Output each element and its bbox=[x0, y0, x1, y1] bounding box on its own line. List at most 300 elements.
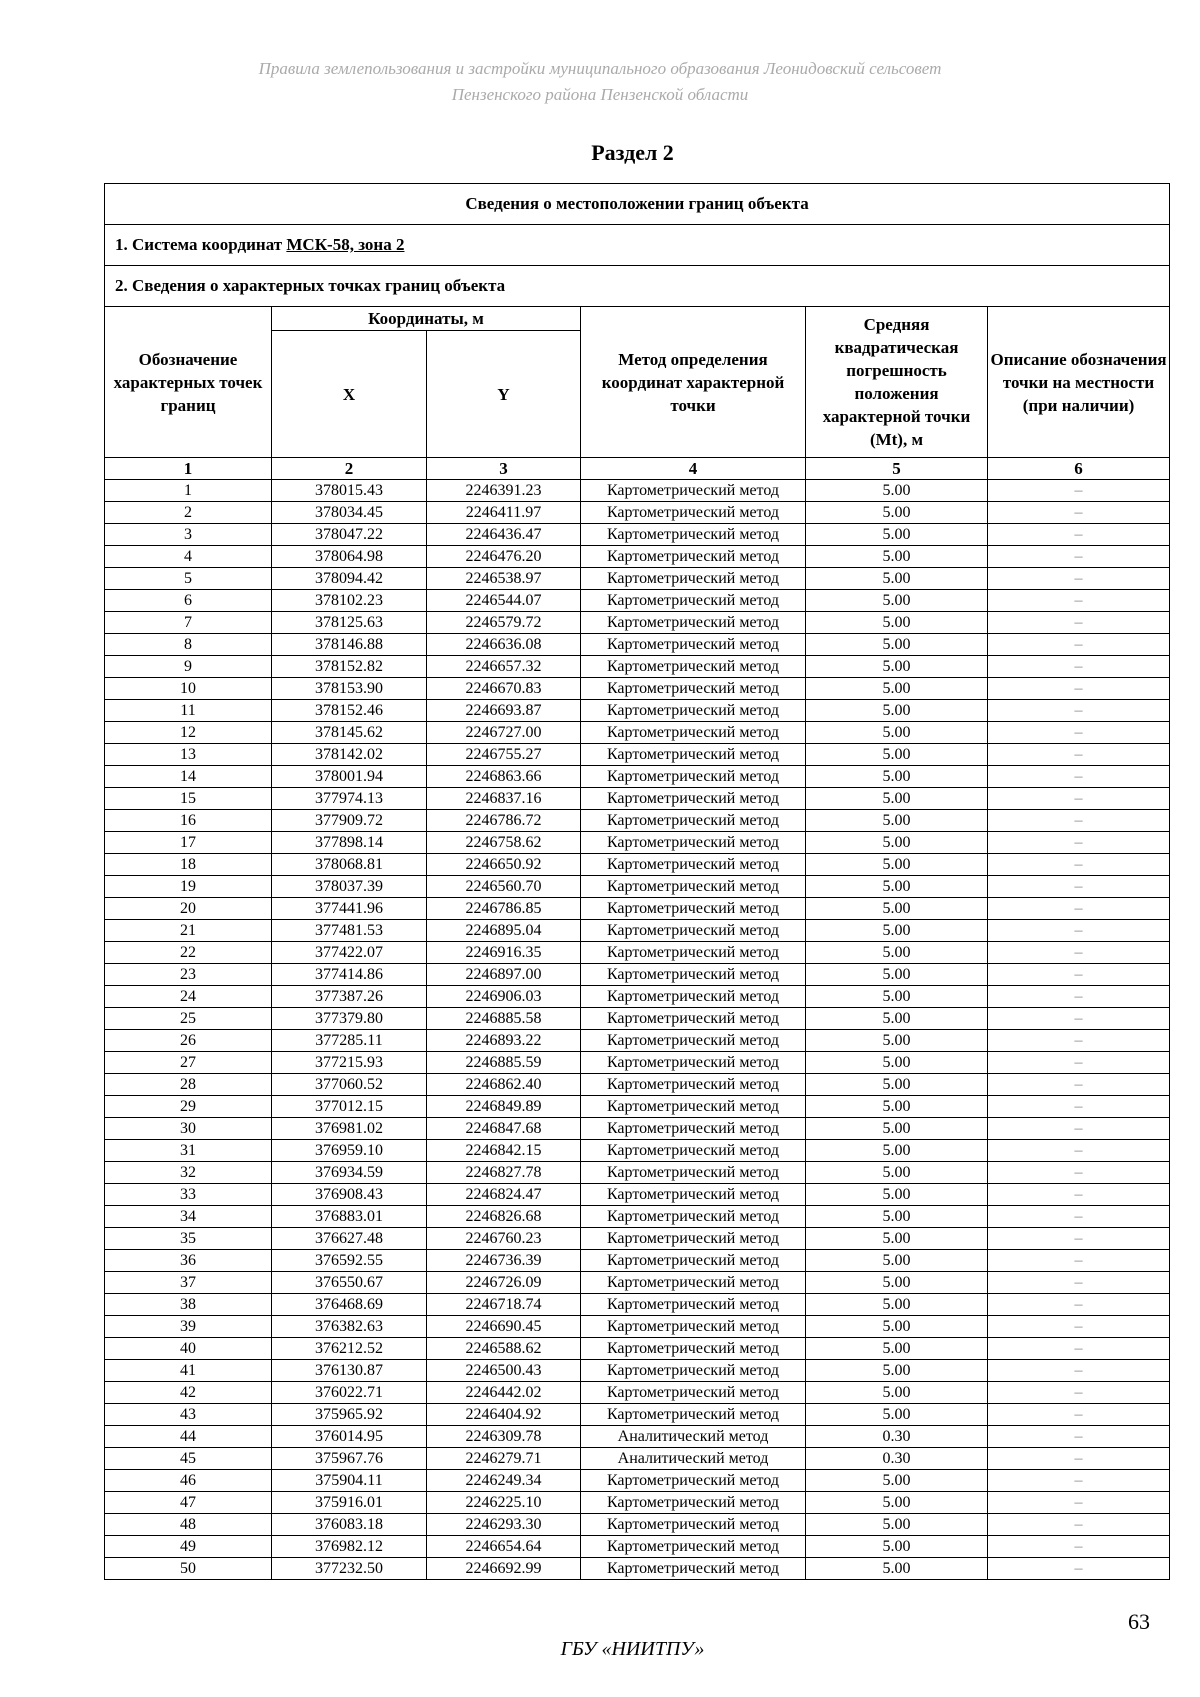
coord-y: 2246249.34 bbox=[427, 1470, 581, 1492]
coordinate-system-value: МСК-58, зона 2 bbox=[286, 235, 405, 254]
method: Картометрический метод bbox=[581, 1492, 806, 1514]
coord-y: 2246293.30 bbox=[427, 1514, 581, 1536]
method: Картометрический метод bbox=[581, 942, 806, 964]
header-description: Описание обозначения точки на местности (при наличии) bbox=[988, 307, 1170, 458]
point-number: 29 bbox=[105, 1096, 272, 1118]
method: Аналитический метод bbox=[581, 1448, 806, 1470]
description: – bbox=[988, 480, 1170, 502]
point-number: 30 bbox=[105, 1118, 272, 1140]
method: Картометрический метод bbox=[581, 568, 806, 590]
coord-x: 377012.15 bbox=[272, 1096, 427, 1118]
coord-x: 377060.52 bbox=[272, 1074, 427, 1096]
coord-x: 378102.23 bbox=[272, 590, 427, 612]
mean-error: 5.00 bbox=[806, 1206, 988, 1228]
point-number: 46 bbox=[105, 1470, 272, 1492]
description: – bbox=[988, 1228, 1170, 1250]
mean-error: 5.00 bbox=[806, 876, 988, 898]
coord-x: 376382.63 bbox=[272, 1316, 427, 1338]
coord-x: 378152.46 bbox=[272, 700, 427, 722]
coord-x: 377422.07 bbox=[272, 942, 427, 964]
point-number: 10 bbox=[105, 678, 272, 700]
coord-x: 377379.80 bbox=[272, 1008, 427, 1030]
coord-x: 377232.50 bbox=[272, 1558, 427, 1580]
table-row bbox=[105, 1118, 1170, 1140]
table-row bbox=[105, 1206, 1170, 1228]
column-number-row bbox=[105, 458, 1170, 480]
description: – bbox=[988, 656, 1170, 678]
mean-error: 5.00 bbox=[806, 1228, 988, 1250]
mean-error: 5.00 bbox=[806, 546, 988, 568]
mean-error: 5.00 bbox=[806, 678, 988, 700]
coord-y: 2246824.47 bbox=[427, 1184, 581, 1206]
coord-y: 2246309.78 bbox=[427, 1426, 581, 1448]
table-row bbox=[105, 1008, 1170, 1030]
table-row bbox=[105, 546, 1170, 568]
method: Картометрический метод bbox=[581, 1294, 806, 1316]
point-number: 19 bbox=[105, 876, 272, 898]
description: – bbox=[988, 502, 1170, 524]
point-number: 39 bbox=[105, 1316, 272, 1338]
point-number: 34 bbox=[105, 1206, 272, 1228]
method: Картометрический метод bbox=[581, 1008, 806, 1030]
coord-y: 2246906.03 bbox=[427, 986, 581, 1008]
description: – bbox=[988, 876, 1170, 898]
mean-error: 5.00 bbox=[806, 1294, 988, 1316]
coordinate-system-row bbox=[105, 225, 1170, 266]
method: Картометрический метод bbox=[581, 1360, 806, 1382]
coord-y: 2246726.09 bbox=[427, 1272, 581, 1294]
table-row bbox=[105, 480, 1170, 502]
description: – bbox=[988, 942, 1170, 964]
description: – bbox=[988, 634, 1170, 656]
method: Картометрический метод bbox=[581, 1470, 806, 1492]
method: Картометрический метод bbox=[581, 656, 806, 678]
table-row bbox=[105, 1382, 1170, 1404]
mean-error: 5.00 bbox=[806, 700, 988, 722]
method: Картометрический метод bbox=[581, 590, 806, 612]
method: Картометрический метод bbox=[581, 1272, 806, 1294]
coord-y: 2246786.85 bbox=[427, 898, 581, 920]
mean-error: 5.00 bbox=[806, 1536, 988, 1558]
mean-error: 5.00 bbox=[806, 854, 988, 876]
table-row bbox=[105, 1448, 1170, 1470]
mean-error: 5.00 bbox=[806, 524, 988, 546]
coord-x: 375965.92 bbox=[272, 1404, 427, 1426]
coord-y: 2246897.00 bbox=[427, 964, 581, 986]
column-number: 6 bbox=[988, 458, 1170, 480]
table-row bbox=[105, 1360, 1170, 1382]
mean-error: 5.00 bbox=[806, 590, 988, 612]
mean-error: 5.00 bbox=[806, 1316, 988, 1338]
point-number: 26 bbox=[105, 1030, 272, 1052]
coord-x: 377898.14 bbox=[272, 832, 427, 854]
method: Картометрический метод bbox=[581, 1052, 806, 1074]
mean-error: 5.00 bbox=[806, 1008, 988, 1030]
mean-error: 5.00 bbox=[806, 612, 988, 634]
coord-x: 377215.93 bbox=[272, 1052, 427, 1074]
coord-x: 377441.96 bbox=[272, 898, 427, 920]
coord-x: 376083.18 bbox=[272, 1514, 427, 1536]
section-title: Раздел 2 bbox=[591, 140, 674, 165]
table-row bbox=[105, 700, 1170, 722]
mean-error: 5.00 bbox=[806, 810, 988, 832]
mean-error: 5.00 bbox=[806, 1074, 988, 1096]
coord-y: 2246837.16 bbox=[427, 788, 581, 810]
coord-y: 2246758.62 bbox=[427, 832, 581, 854]
coord-y: 2246692.99 bbox=[427, 1558, 581, 1580]
coord-x: 378001.94 bbox=[272, 766, 427, 788]
description: – bbox=[988, 832, 1170, 854]
method: Картометрический метод bbox=[581, 1162, 806, 1184]
method: Картометрический метод bbox=[581, 1382, 806, 1404]
mean-error: 5.00 bbox=[806, 502, 988, 524]
point-number: 32 bbox=[105, 1162, 272, 1184]
method: Картометрический метод bbox=[581, 1184, 806, 1206]
mean-error: 5.00 bbox=[806, 898, 988, 920]
mean-error: 0.30 bbox=[806, 1426, 988, 1448]
point-number: 25 bbox=[105, 1008, 272, 1030]
point-number: 21 bbox=[105, 920, 272, 942]
method: Картометрический метод bbox=[581, 832, 806, 854]
coord-x: 377387.26 bbox=[272, 986, 427, 1008]
method: Картометрический метод bbox=[581, 1030, 806, 1052]
point-number: 24 bbox=[105, 986, 272, 1008]
coord-y: 2246736.39 bbox=[427, 1250, 581, 1272]
table-row bbox=[105, 524, 1170, 546]
method: Картометрический метод bbox=[581, 1536, 806, 1558]
table-row bbox=[105, 964, 1170, 986]
header-coordinates: Координаты, м bbox=[272, 307, 581, 331]
description: – bbox=[988, 788, 1170, 810]
coord-y: 2246636.08 bbox=[427, 634, 581, 656]
mean-error: 0.30 bbox=[806, 1448, 988, 1470]
coord-y: 2246895.04 bbox=[427, 920, 581, 942]
mean-error: 5.00 bbox=[806, 942, 988, 964]
description: – bbox=[988, 722, 1170, 744]
method: Картометрический метод bbox=[581, 1338, 806, 1360]
coord-x: 377481.53 bbox=[272, 920, 427, 942]
method: Картометрический метод bbox=[581, 986, 806, 1008]
coord-x: 376981.02 bbox=[272, 1118, 427, 1140]
point-number: 36 bbox=[105, 1250, 272, 1272]
mean-error: 5.00 bbox=[806, 1492, 988, 1514]
coord-x: 376959.10 bbox=[272, 1140, 427, 1162]
coord-x: 376982.12 bbox=[272, 1536, 427, 1558]
table-row bbox=[105, 634, 1170, 656]
method: Картометрический метод bbox=[581, 810, 806, 832]
description: – bbox=[988, 1250, 1170, 1272]
description: – bbox=[988, 568, 1170, 590]
coord-y: 2246225.10 bbox=[427, 1492, 581, 1514]
point-number: 2 bbox=[105, 502, 272, 524]
column-number: 3 bbox=[427, 458, 581, 480]
method: Картометрический метод bbox=[581, 1118, 806, 1140]
point-number: 13 bbox=[105, 744, 272, 766]
coord-y: 2246885.58 bbox=[427, 1008, 581, 1030]
point-number: 14 bbox=[105, 766, 272, 788]
method: Картометрический метод bbox=[581, 1074, 806, 1096]
description: – bbox=[988, 700, 1170, 722]
table-row bbox=[105, 1272, 1170, 1294]
method: Картометрический метод bbox=[581, 678, 806, 700]
point-number: 41 bbox=[105, 1360, 272, 1382]
description: – bbox=[988, 744, 1170, 766]
description: – bbox=[988, 1404, 1170, 1426]
mean-error: 5.00 bbox=[806, 1382, 988, 1404]
coord-y: 2246727.00 bbox=[427, 722, 581, 744]
coord-x: 378068.81 bbox=[272, 854, 427, 876]
description: – bbox=[988, 1558, 1170, 1580]
mean-error: 5.00 bbox=[806, 920, 988, 942]
mean-error: 5.00 bbox=[806, 964, 988, 986]
description: – bbox=[988, 1074, 1170, 1096]
coord-x: 376468.69 bbox=[272, 1294, 427, 1316]
coord-x: 378145.62 bbox=[272, 722, 427, 744]
description: – bbox=[988, 1536, 1170, 1558]
running-header bbox=[100, 56, 1100, 108]
description: – bbox=[988, 810, 1170, 832]
coord-y: 2246842.15 bbox=[427, 1140, 581, 1162]
table-row bbox=[105, 810, 1170, 832]
coord-y: 2246544.07 bbox=[427, 590, 581, 612]
point-number: 7 bbox=[105, 612, 272, 634]
point-number: 11 bbox=[105, 700, 272, 722]
table-row bbox=[105, 854, 1170, 876]
point-number: 37 bbox=[105, 1272, 272, 1294]
mean-error: 5.00 bbox=[806, 1140, 988, 1162]
point-number: 40 bbox=[105, 1338, 272, 1360]
description: – bbox=[988, 678, 1170, 700]
mean-error: 5.00 bbox=[806, 766, 988, 788]
column-number: 4 bbox=[581, 458, 806, 480]
coord-y: 2246404.92 bbox=[427, 1404, 581, 1426]
description: – bbox=[988, 546, 1170, 568]
description: – bbox=[988, 1470, 1170, 1492]
description: – bbox=[988, 1162, 1170, 1184]
point-number: 48 bbox=[105, 1514, 272, 1536]
coord-y: 2246760.23 bbox=[427, 1228, 581, 1250]
mean-error: 5.00 bbox=[806, 832, 988, 854]
point-number: 49 bbox=[105, 1536, 272, 1558]
coord-x: 376592.55 bbox=[272, 1250, 427, 1272]
mean-error: 5.00 bbox=[806, 1470, 988, 1492]
mean-error: 5.00 bbox=[806, 722, 988, 744]
table-row bbox=[105, 1184, 1170, 1206]
coord-y: 2246826.68 bbox=[427, 1206, 581, 1228]
page-number: 63 bbox=[1128, 1609, 1150, 1634]
table-row bbox=[105, 1426, 1170, 1448]
coord-y: 2246693.87 bbox=[427, 700, 581, 722]
coord-y: 2246827.78 bbox=[427, 1162, 581, 1184]
coord-y: 2246718.74 bbox=[427, 1294, 581, 1316]
coord-x: 378152.82 bbox=[272, 656, 427, 678]
coord-y: 2246650.92 bbox=[427, 854, 581, 876]
method: Картометрический метод bbox=[581, 920, 806, 942]
coord-y: 2246657.32 bbox=[427, 656, 581, 678]
table-row bbox=[105, 1536, 1170, 1558]
method: Картометрический метод bbox=[581, 744, 806, 766]
coord-x: 376934.59 bbox=[272, 1162, 427, 1184]
mean-error: 5.00 bbox=[806, 1338, 988, 1360]
mean-error: 5.00 bbox=[806, 568, 988, 590]
description: – bbox=[988, 1184, 1170, 1206]
description: – bbox=[988, 1448, 1170, 1470]
table-row bbox=[105, 1404, 1170, 1426]
table-row bbox=[105, 832, 1170, 854]
description: – bbox=[988, 1096, 1170, 1118]
description: – bbox=[988, 1492, 1170, 1514]
method: Картометрический метод bbox=[581, 634, 806, 656]
table-row bbox=[105, 744, 1170, 766]
description: – bbox=[988, 612, 1170, 634]
table-row bbox=[105, 612, 1170, 634]
coord-y: 2246279.71 bbox=[427, 1448, 581, 1470]
coord-x: 376883.01 bbox=[272, 1206, 427, 1228]
coord-y: 2246579.72 bbox=[427, 612, 581, 634]
table-row bbox=[105, 1030, 1170, 1052]
coord-y: 2246690.45 bbox=[427, 1316, 581, 1338]
mean-error: 5.00 bbox=[806, 1096, 988, 1118]
description: – bbox=[988, 1382, 1170, 1404]
table-row bbox=[105, 722, 1170, 744]
mean-error: 5.00 bbox=[806, 788, 988, 810]
point-number: 22 bbox=[105, 942, 272, 964]
table-row bbox=[105, 942, 1170, 964]
table-row bbox=[105, 1250, 1170, 1272]
point-number: 15 bbox=[105, 788, 272, 810]
coord-x: 375916.01 bbox=[272, 1492, 427, 1514]
description: – bbox=[988, 1514, 1170, 1536]
table-title: Сведения о местоположении границ объекта bbox=[105, 184, 1170, 225]
method: Картометрический метод bbox=[581, 1514, 806, 1536]
method: Картометрический метод bbox=[581, 502, 806, 524]
method: Картометрический метод bbox=[581, 1558, 806, 1580]
coord-y: 2246862.40 bbox=[427, 1074, 581, 1096]
point-number: 28 bbox=[105, 1074, 272, 1096]
coord-x: 378037.39 bbox=[272, 876, 427, 898]
mean-error: 5.00 bbox=[806, 1360, 988, 1382]
coord-x: 378125.63 bbox=[272, 612, 427, 634]
description: – bbox=[988, 1338, 1170, 1360]
method: Картометрический метод bbox=[581, 612, 806, 634]
table-row bbox=[105, 1052, 1170, 1074]
header-designation: Обозначение характерных точек границ bbox=[105, 307, 272, 458]
mean-error: 5.00 bbox=[806, 480, 988, 502]
method: Картометрический метод bbox=[581, 788, 806, 810]
table-row bbox=[105, 502, 1170, 524]
table-row bbox=[105, 678, 1170, 700]
coord-y: 2246885.59 bbox=[427, 1052, 581, 1074]
table-row bbox=[105, 788, 1170, 810]
description: – bbox=[988, 524, 1170, 546]
method: Картометрический метод bbox=[581, 700, 806, 722]
description: – bbox=[988, 590, 1170, 612]
method: Картометрический метод bbox=[581, 1228, 806, 1250]
coord-x: 375904.11 bbox=[272, 1470, 427, 1492]
mean-error: 5.00 bbox=[806, 1030, 988, 1052]
coord-y: 2246916.35 bbox=[427, 942, 581, 964]
table-row bbox=[105, 1096, 1170, 1118]
coord-x: 378146.88 bbox=[272, 634, 427, 656]
point-number: 38 bbox=[105, 1294, 272, 1316]
coord-y: 2246786.72 bbox=[427, 810, 581, 832]
point-number: 8 bbox=[105, 634, 272, 656]
method: Картометрический метод bbox=[581, 722, 806, 744]
mean-error: 5.00 bbox=[806, 986, 988, 1008]
mean-error: 5.00 bbox=[806, 1118, 988, 1140]
point-number: 35 bbox=[105, 1228, 272, 1250]
table-row bbox=[105, 1558, 1170, 1580]
table-row bbox=[105, 1338, 1170, 1360]
coord-x: 376627.48 bbox=[272, 1228, 427, 1250]
header-line-2: Пензенского района Пензенской области bbox=[451, 85, 749, 104]
coord-y: 2246476.20 bbox=[427, 546, 581, 568]
mean-error: 5.00 bbox=[806, 1184, 988, 1206]
coord-x: 378047.22 bbox=[272, 524, 427, 546]
mean-error: 5.00 bbox=[806, 656, 988, 678]
header-method: Метод определения координат характерной точки bbox=[581, 307, 806, 458]
table-row bbox=[105, 1228, 1170, 1250]
coord-y: 2246893.22 bbox=[427, 1030, 581, 1052]
method: Картометрический метод bbox=[581, 854, 806, 876]
coord-x: 376022.71 bbox=[272, 1382, 427, 1404]
coord-y: 2246538.97 bbox=[427, 568, 581, 590]
column-number: 1 bbox=[105, 458, 272, 480]
header-error: Средняя квадратическая погрешность положения характерной точки (Mt), м bbox=[806, 307, 988, 458]
method: Картометрический метод bbox=[581, 964, 806, 986]
coord-x: 377974.13 bbox=[272, 788, 427, 810]
mean-error: 5.00 bbox=[806, 1404, 988, 1426]
point-number: 4 bbox=[105, 546, 272, 568]
point-number: 18 bbox=[105, 854, 272, 876]
coord-x: 378094.42 bbox=[272, 568, 427, 590]
coord-y: 2246442.02 bbox=[427, 1382, 581, 1404]
mean-error: 5.00 bbox=[806, 1052, 988, 1074]
coord-y: 2246560.70 bbox=[427, 876, 581, 898]
description: – bbox=[988, 854, 1170, 876]
table-row bbox=[105, 1514, 1170, 1536]
table-row bbox=[105, 920, 1170, 942]
description: – bbox=[988, 898, 1170, 920]
table-row bbox=[105, 568, 1170, 590]
method: Картометрический метод bbox=[581, 1316, 806, 1338]
description: – bbox=[988, 766, 1170, 788]
description: – bbox=[988, 964, 1170, 986]
column-number: 5 bbox=[806, 458, 988, 480]
coord-y: 2246847.68 bbox=[427, 1118, 581, 1140]
description: – bbox=[988, 1206, 1170, 1228]
coordinate-system-label: 1. Система координат bbox=[115, 235, 287, 254]
coord-x: 376014.95 bbox=[272, 1426, 427, 1448]
mean-error: 5.00 bbox=[806, 1514, 988, 1536]
points-section-title: 2. Сведения о характерных точках границ объекта bbox=[105, 266, 1170, 307]
coord-x: 376130.87 bbox=[272, 1360, 427, 1382]
point-number: 45 bbox=[105, 1448, 272, 1470]
description: – bbox=[988, 920, 1170, 942]
coord-y: 2246411.97 bbox=[427, 502, 581, 524]
coord-x: 376212.52 bbox=[272, 1338, 427, 1360]
boundary-points-table bbox=[104, 183, 1170, 1580]
point-number: 43 bbox=[105, 1404, 272, 1426]
footer-organization: ГБУ «НИИТПУ» bbox=[560, 1638, 705, 1660]
coord-x: 378142.02 bbox=[272, 744, 427, 766]
table-row bbox=[105, 1074, 1170, 1096]
description: – bbox=[988, 1140, 1170, 1162]
coord-y: 2246849.89 bbox=[427, 1096, 581, 1118]
coord-x: 377285.11 bbox=[272, 1030, 427, 1052]
coord-y: 2246391.23 bbox=[427, 480, 581, 502]
coord-x: 377909.72 bbox=[272, 810, 427, 832]
